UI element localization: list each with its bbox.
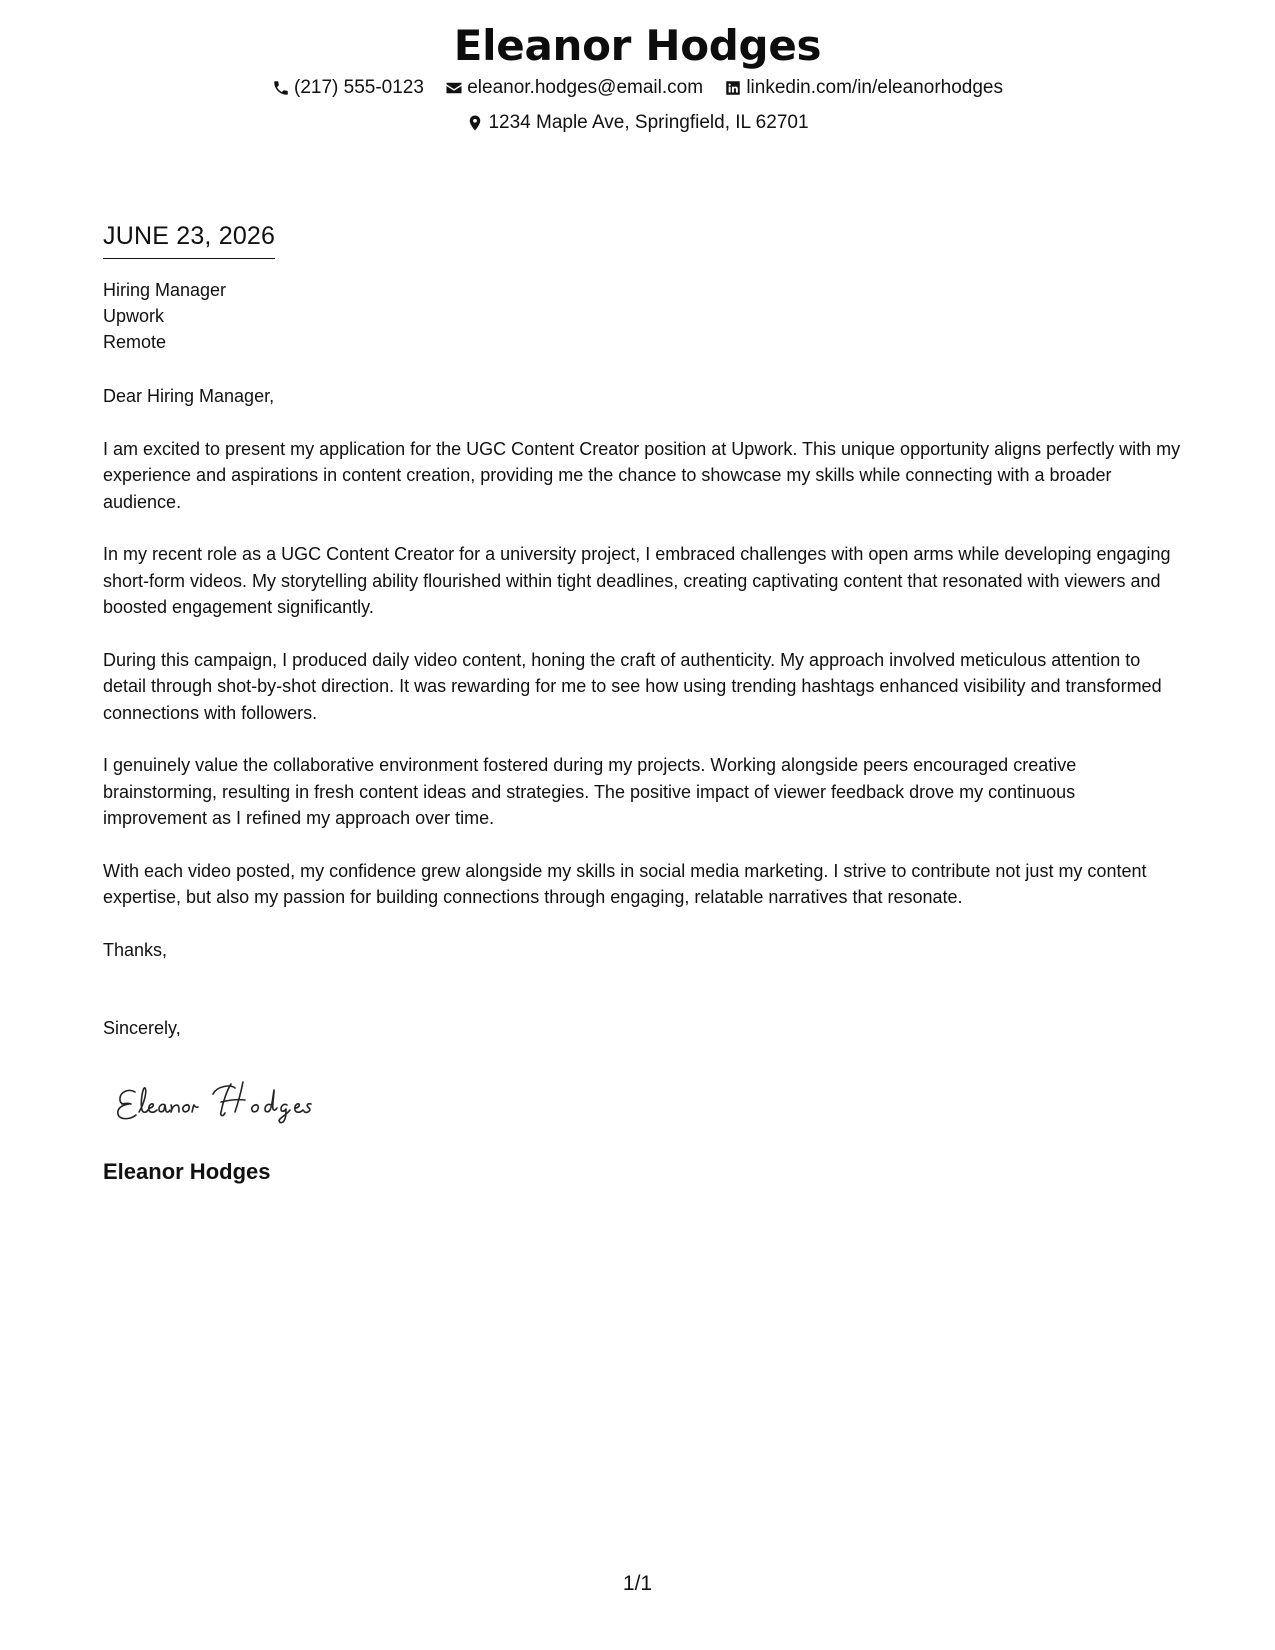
page-number: 1/1 <box>622 1572 653 1595</box>
paragraph-2: In my recent role as a UGC Content Creator for a university project, I embraced challenges with open arms while developing engaging short-form videos. My storytelling ability flourished within tight deadlines, creating captivating content that resonated with viewers and boosted engagement significantly. <box>103 544 1171 617</box>
linkedin-icon <box>724 79 742 97</box>
applicant-name: Eleanor Hodges <box>453 21 822 70</box>
map-pin-icon <box>466 114 484 132</box>
contact-address <box>466 109 808 137</box>
address-text: 1234 Maple Ave, Springfield, IL 62701 <box>488 112 809 133</box>
paragraph-3: During this campaign, I produced daily video content, honing the craft of authenticity. My approach involved meticulous attention to detail through shot-by-shot direction. It was rewarding for me to see how using trending hashtags enhanced visibility and transformed connections with followers. <box>103 649 1162 723</box>
signer-name: Eleanor Hodges <box>103 1159 271 1184</box>
recipient-location: Remote <box>103 332 167 352</box>
phone-text: (217) 555-0123 <box>294 77 424 98</box>
contact-row <box>0 74 1275 106</box>
recipient-company: Upwork <box>103 306 165 326</box>
salutation: Dear Hiring Manager, <box>103 386 275 406</box>
address-row <box>0 109 1275 141</box>
linkedin-text: linkedin.com/in/eleanorhodges <box>746 77 1003 98</box>
recipient-title: Hiring Manager <box>103 280 227 300</box>
closing-line: Sincerely, <box>103 1018 181 1038</box>
letter-header <box>0 18 1275 141</box>
envelope-icon <box>445 79 463 97</box>
contact-email[interactable] <box>445 74 703 102</box>
paragraph-1: I am excited to present my application for the UGC Content Creator position at Upwork. This unique opportunity aligns perfectly with my experience and aspirations in content creation, providing me the chance to showcase my skills while connecting with a broader audience. <box>103 438 1181 512</box>
recipient-block <box>103 277 1183 355</box>
thanks-line: Thanks, <box>103 939 168 960</box>
letter-date: JUNE 23, 2026 <box>103 220 275 259</box>
paragraph-4: I genuinely value the collaborative environment fostered during my projects. Working alongside peers encouraged creative brainstorming, resulting in fresh content ideas and strategies. The positive impact of viewer feedback drove my continuous improvement as I refined my approach over time. <box>103 755 1077 828</box>
letter-body <box>103 220 1183 1186</box>
contact-linkedin[interactable] <box>724 74 1003 102</box>
phone-icon <box>272 79 290 97</box>
contact-phone <box>272 74 424 102</box>
paragraph-5: With each video posted, my confidence grew alongside my skills in social media marketing. I strive to contribute not just my content expertise, but also my passion for building connections through engaging, relatable narratives that resonate. <box>103 860 1147 907</box>
email-text: eleanor.hodges@email.com <box>467 77 704 98</box>
handwritten-signature <box>113 1072 353 1128</box>
